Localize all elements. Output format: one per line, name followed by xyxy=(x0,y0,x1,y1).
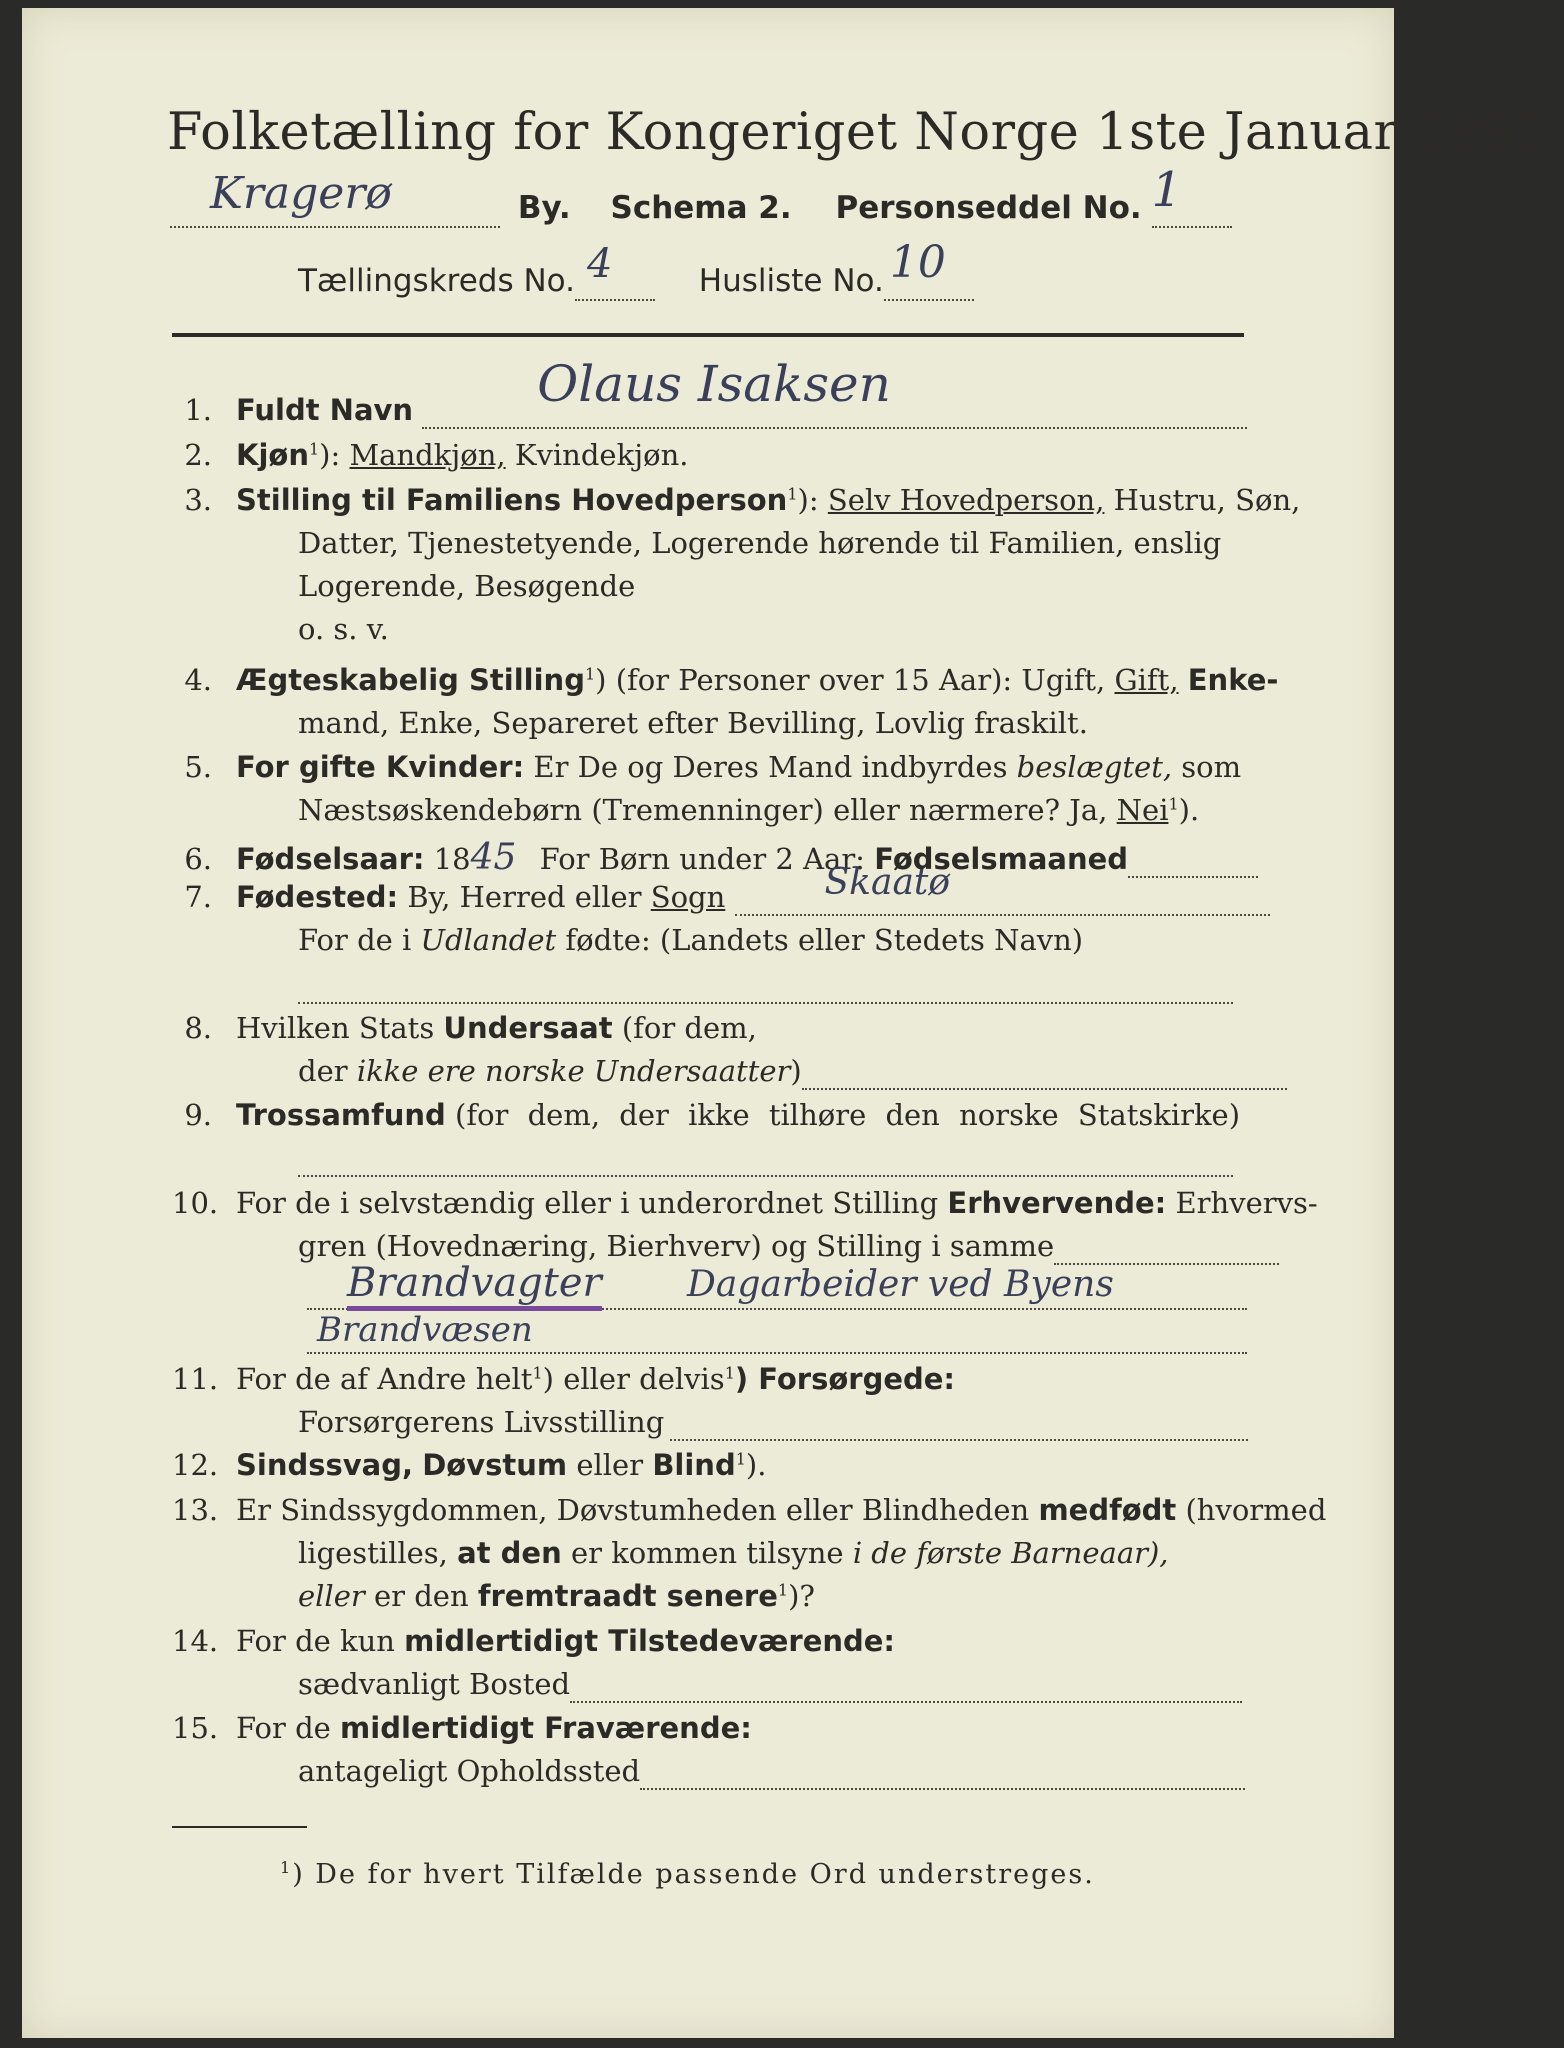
q14-field xyxy=(570,1667,1242,1703)
footnote-text: ) De for hvert Tilfælde passende Ord understreges. xyxy=(292,1859,1095,1890)
q3-number: 3. xyxy=(184,483,212,517)
q2-label: Kjøn xyxy=(236,438,309,472)
q7-text: By, Herred eller xyxy=(407,880,642,914)
personseddel-handwritten: 1 xyxy=(1151,162,1183,218)
q1-label: Fuldt Navn xyxy=(236,393,414,427)
q12-label-sindssvag: Sindssvag, xyxy=(236,1448,414,1482)
q13-line2-bold: at den xyxy=(457,1536,562,1570)
q8-number: 8. xyxy=(184,1011,212,1045)
q8-line2-text: der xyxy=(298,1054,348,1088)
q5-label: For gifte Kvinder: xyxy=(236,750,525,784)
q12-label-blind: Blind xyxy=(652,1448,736,1482)
form-title: Folketælling for Kongeriget Norge 1ste Januar 1891. xyxy=(167,103,1564,162)
q15-text: For de xyxy=(236,1711,331,1745)
q6-label-month: Fødselsmaaned xyxy=(874,842,1129,876)
q13-line3-italic: eller xyxy=(298,1579,365,1613)
q11-line2-text: Forsørgerens Livsstilling xyxy=(298,1405,665,1439)
census-form xyxy=(22,8,1564,2038)
q7-blank-line xyxy=(298,983,1233,1004)
q12-end: ). xyxy=(745,1448,767,1482)
q12-footnote-mark: 1 xyxy=(735,1449,746,1469)
q2-option-mandkjon: Mandkjøn, xyxy=(349,438,506,472)
q14-number: 14. xyxy=(172,1624,219,1658)
kreds-field xyxy=(575,241,655,301)
q13-line2-cont: er kommen tilsyne xyxy=(570,1536,844,1570)
q5-line2-text: Næstsøskendebørn (Tremenninger) eller nærmere? Ja, xyxy=(298,793,1108,827)
kreds-label: Tællingskreds No. xyxy=(298,263,575,299)
q5-footnote-mark: 1 xyxy=(1168,794,1179,814)
q6-text: For Børn under 2 Aar: xyxy=(539,842,865,876)
q3-options-cont: Hustru, Søn, xyxy=(1113,483,1301,517)
q8-line2 xyxy=(298,1054,1287,1090)
q10-label: Erhvervende: xyxy=(947,1186,1167,1220)
q10-line2-text: gren (Hovednæring, Bierhverv) og Stilling i samme xyxy=(298,1229,1055,1263)
q13-line2-text: ligestilles, xyxy=(298,1536,448,1570)
q6-row xyxy=(172,837,1258,878)
q8-text: Hvilken Stats xyxy=(236,1011,435,1045)
q4-line2: mand, Enke, Separeret efter Bevilling, Lovlig fraskilt. xyxy=(298,706,1088,740)
kreds-handwritten: 4 xyxy=(586,241,613,287)
q11-footnote-mark-1: 1 xyxy=(532,1363,543,1383)
q15-field xyxy=(640,1754,1245,1790)
q1-number: 1. xyxy=(184,393,212,427)
q7-line2-end: fødte: (Landets eller Stedets Navn) xyxy=(565,923,1084,957)
q9-number: 9. xyxy=(184,1098,212,1132)
q4-text-cont: Enke- xyxy=(1187,663,1279,697)
q13-line3-text: er den xyxy=(373,1579,469,1613)
q7-selected-option: Sogn xyxy=(650,880,726,914)
q14-line2-text: sædvanligt Bosted xyxy=(298,1667,571,1701)
q13-text: Er Sindssygdommen, Døvstumheden eller Blindheden xyxy=(236,1493,1030,1527)
q7-line2-text: For de i xyxy=(298,923,412,957)
q5-text-italic: beslægtet, xyxy=(1016,750,1173,784)
q13-line3 xyxy=(298,1579,815,1613)
q1-row xyxy=(172,355,1247,429)
q8-label: Undersaat xyxy=(443,1011,613,1045)
q9-label: Trossamfund xyxy=(236,1098,446,1132)
q7-line2 xyxy=(298,923,1083,957)
q13-row xyxy=(172,1493,1326,1527)
q5-end: ). xyxy=(1178,793,1200,827)
q4-number: 4. xyxy=(184,663,212,697)
q15-line2-text: antageligt Opholdssted xyxy=(298,1754,641,1788)
q10-handwritten-detail: Dagarbeider ved Byens xyxy=(687,1264,1114,1305)
q13-line3-bold: fremtraadt senere xyxy=(477,1579,778,1613)
q5-number: 5. xyxy=(184,750,212,784)
q7-row xyxy=(172,862,1270,916)
q5-selected-option: Nei xyxy=(1116,793,1169,827)
q8-line2-italic: ikke ere norske Undersaatter xyxy=(356,1054,791,1088)
q12-text: eller xyxy=(576,1448,644,1482)
husliste-field xyxy=(884,237,974,301)
q10-handwritten-cont: Brandvæsen xyxy=(317,1310,533,1350)
q2-option-kvindekjon: Kvindekjøn. xyxy=(514,438,689,472)
footnote xyxy=(280,1858,1095,1890)
q3-footnote-mark: 1 xyxy=(787,484,798,504)
q10-hw-line2 xyxy=(307,1310,1247,1354)
q2-row: 2. Kjøn$^1$): Mandkjøn, Kvindekjøn. xyxy=(172,438,689,472)
q11-row xyxy=(172,1362,955,1396)
q10-text: For de i selvstændig eller i underordnet Stilling xyxy=(236,1186,939,1220)
q7-label: Fødested: xyxy=(236,880,399,914)
q4-footnote-mark: 1 xyxy=(584,664,596,684)
husliste-label: Husliste No. xyxy=(698,263,884,299)
q6-handwritten-year: 45 xyxy=(470,837,517,878)
q11-label: ) Forsørgede: xyxy=(734,1362,956,1396)
q4-label: Ægteskabelig Stilling xyxy=(236,663,585,697)
husliste-handwritten: 10 xyxy=(889,237,946,288)
q3-line2: Datter, Tjenestetyende, Logerende hørende til Familien, enslig xyxy=(298,526,1222,560)
q11-number: 11. xyxy=(172,1362,219,1396)
personseddel-field xyxy=(1151,162,1232,228)
q4-row: 4. Ægteskabelig Stilling$^1$) (for Personer over 15 Aar): Ugift, Gift, Enke- xyxy=(172,663,1278,697)
q13-line2 xyxy=(298,1536,1169,1570)
q7-line2-italic: Udlandet xyxy=(420,923,557,957)
q12-label-dovstum: Døvstum xyxy=(422,1448,568,1482)
q10-hw-line1 xyxy=(307,1258,1247,1310)
q3-line4: o. s. v. xyxy=(298,612,389,646)
q13-text-end: (hvormed xyxy=(1185,1493,1327,1527)
q6-label: Fødselsaar: xyxy=(236,842,425,876)
q3-row: 3. Stilling til Familiens Hovedperson$^1$): Selv Hovedperson, Hustru, Søn, xyxy=(172,483,1300,517)
q15-row xyxy=(172,1711,752,1745)
town-handwritten: Kragerø xyxy=(210,168,392,219)
q7-field xyxy=(735,862,1270,916)
q6-month-field xyxy=(1128,842,1258,878)
q13-number: 13. xyxy=(172,1493,219,1527)
q12-number: 12. xyxy=(172,1448,219,1482)
q15-label: midlertidigt Fraværende: xyxy=(340,1711,752,1745)
q7-number: 7. xyxy=(184,880,212,914)
q5-row xyxy=(172,750,1241,784)
q5-text: Er De og Deres Mand indbyrdes xyxy=(533,750,1008,784)
q5-text-end: som xyxy=(1181,750,1242,784)
q14-label: midlertidigt Tilstedeværende: xyxy=(404,1624,896,1658)
q15-line2 xyxy=(298,1754,1245,1790)
q8-line2-end: ) xyxy=(790,1054,802,1088)
q3-selected-option: Selv Hovedperson, xyxy=(827,483,1105,517)
q11-field xyxy=(670,1405,1248,1441)
q3-line3: Logerende, Besøgende xyxy=(298,569,636,603)
q7-handwritten-place: Skaatø xyxy=(824,862,951,903)
q13-footnote-mark: 1 xyxy=(777,1580,789,1600)
footnote-divider xyxy=(172,1826,307,1828)
q14-line2 xyxy=(298,1667,1242,1703)
q10-handwritten-occupation: Brandvagter xyxy=(347,1260,602,1311)
q1-field xyxy=(422,355,1247,429)
q12-row xyxy=(172,1448,766,1482)
q13-label: medfødt xyxy=(1038,1493,1177,1527)
header-row-1 xyxy=(170,162,1232,228)
q11-line2 xyxy=(298,1405,1248,1441)
q9-text: (for dem, der ikke tilhøre den norske Statskirke) xyxy=(455,1098,1241,1132)
q8-field xyxy=(802,1054,1287,1090)
q13-line2-italic: i de første Barneaar), xyxy=(852,1536,1169,1570)
q14-row xyxy=(172,1624,895,1658)
q10-row xyxy=(172,1186,1318,1220)
q11-text-mid: ) eller delvis xyxy=(542,1362,725,1396)
q14-text: For de kun xyxy=(236,1624,395,1658)
footnote-mark: 1 xyxy=(280,1858,293,1877)
schema-label: Schema 2. xyxy=(610,190,792,226)
q3-label: Stilling til Familiens Hovedperson xyxy=(236,483,788,517)
town-field xyxy=(170,168,500,228)
header-row-2 xyxy=(298,237,974,301)
q13-end: )? xyxy=(788,1579,815,1613)
q5-line2 xyxy=(298,793,1199,827)
q6-number: 6. xyxy=(184,842,212,876)
q4-selected-option: Gift, xyxy=(1114,663,1179,697)
q10-text-end: Erhvervs- xyxy=(1175,1186,1318,1220)
personseddel-label: Personseddel No. xyxy=(835,190,1142,226)
q8-text-end: (for dem, xyxy=(621,1011,757,1045)
q11-footnote-mark-2: 1 xyxy=(724,1363,735,1383)
by-label: By. xyxy=(517,190,571,226)
q8-row xyxy=(172,1011,757,1045)
q2-footnote-mark: 1 xyxy=(308,439,320,459)
q2-number: 2. xyxy=(184,438,212,472)
q15-number: 15. xyxy=(172,1711,219,1745)
header-divider xyxy=(172,333,1244,337)
q11-text: For de af Andre helt xyxy=(236,1362,533,1396)
q1-handwritten-name: Olaus Isaksen xyxy=(537,355,891,413)
q9-row xyxy=(172,1098,1240,1132)
q10-number: 10. xyxy=(172,1186,219,1220)
q4-text: (for Personer over 15 Aar): Ugift, xyxy=(615,663,1106,697)
q6-year-prefix: 18 xyxy=(433,842,471,876)
q9-blank-line xyxy=(298,1156,1233,1177)
